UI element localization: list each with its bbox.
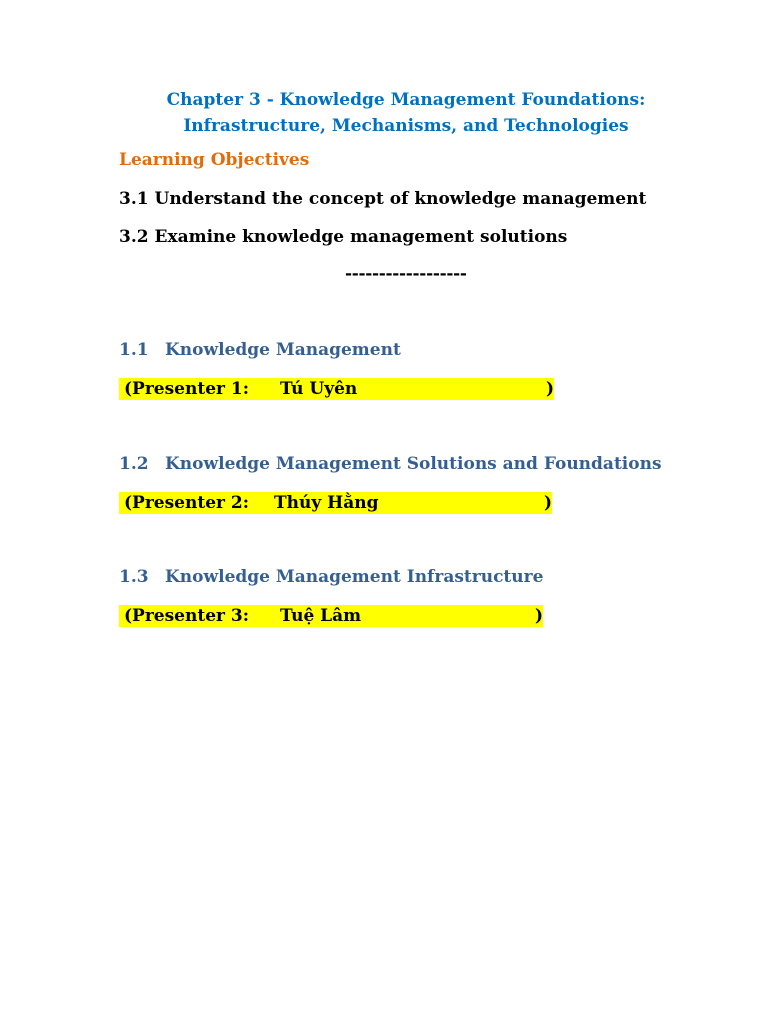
presenter-close-paren: ) xyxy=(535,606,544,626)
section-title: Knowledge Management xyxy=(165,340,401,360)
presenter-label: (Presenter 3: xyxy=(124,606,249,626)
presenter-close-paren: ) xyxy=(544,493,553,513)
presenter-highlight xyxy=(119,605,543,627)
presenter-name: Tuệ Lâm xyxy=(280,606,362,626)
chapter-title-line-2: Infrastructure, Mechanisms, and Technologies xyxy=(183,116,629,136)
section-title: Knowledge Management Solutions and Foundations xyxy=(165,454,662,474)
section-number: 1.3 xyxy=(119,567,149,587)
section-heading xyxy=(119,454,662,474)
section-number: 1.2 xyxy=(119,454,149,474)
presenter-name: Thúy Hằng xyxy=(274,493,379,513)
learning-objectives-heading: Learning Objectives xyxy=(119,150,310,170)
presenter-highlight xyxy=(119,492,552,514)
objective-item: 3.1 Understand the concept of knowledge management xyxy=(119,189,647,209)
chapter-title xyxy=(0,87,768,139)
presenter-close-paren: ) xyxy=(546,379,555,399)
objective-item: 3.2 Examine knowledge management solutions xyxy=(119,227,568,247)
presenter-label: (Presenter 1: xyxy=(124,379,249,399)
chapter-title-line-1: Chapter 3 - Knowledge Management Foundations: xyxy=(166,90,646,110)
section-heading xyxy=(119,340,401,360)
section-title: Knowledge Management Infrastructure xyxy=(165,567,544,587)
presenter-label: (Presenter 2: xyxy=(124,493,249,513)
presenter-name: Tú Uyên xyxy=(280,379,358,399)
section-number: 1.1 xyxy=(119,340,149,360)
section-heading xyxy=(119,567,543,587)
presenter-highlight xyxy=(119,378,554,400)
divider-line: ------------------ xyxy=(345,264,467,284)
